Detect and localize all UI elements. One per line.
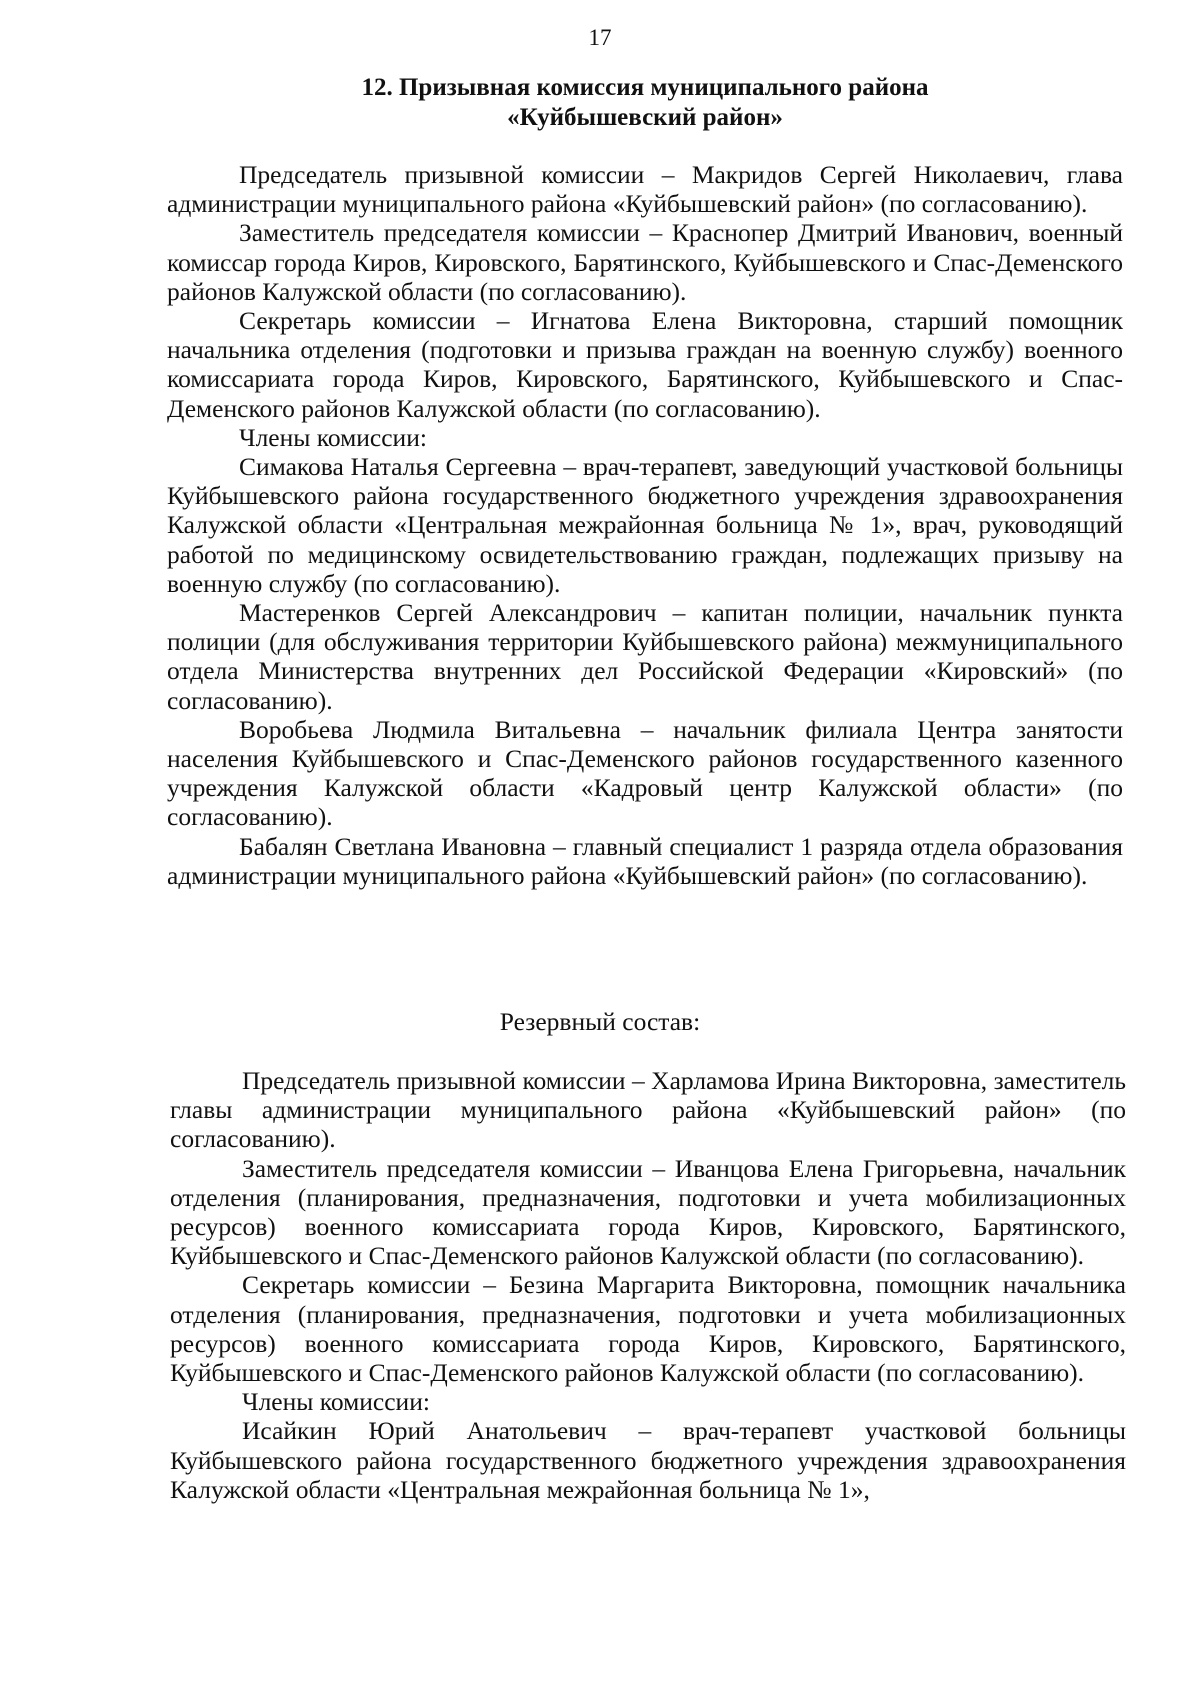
reserve-member-paragraph: Исайкин Юрий Анатольевич – врач-терапевт участковой больницы Куйбышевского района государственного бюджетного учреждения здравоохранения Калужской области «Центральная межрайонная больница № 1», bbox=[170, 1416, 1126, 1504]
reserve-heading: Резервный состав: bbox=[499, 1007, 701, 1036]
section-title-line-1: 12. Призывная комиссия муниципального района bbox=[361, 74, 929, 101]
reserve-composition bbox=[170, 1066, 1126, 1504]
main-composition bbox=[167, 160, 1123, 890]
secretary-paragraph: Секретарь комиссии – Игнатова Елена Викторовна, старший помощник начальника отделения (подготовки и призыва граждан на военную службу) военного комиссариата города Киров, Кировского, Барятинского, Куйбышевского и Спас-Деменского районов Калужской области (по согласованию). bbox=[167, 306, 1123, 423]
reserve-members-label: Члены комиссии: bbox=[242, 1387, 430, 1417]
section-title-line-2: «Куйбышевский район» bbox=[507, 104, 783, 131]
member-paragraph: Мастеренков Сергей Александрович – капитан полиции, начальник пункта полиции (для обслуживания территории Куйбышевского района) межмуниципального отдела Министерства внутренних дел Российской Федерации «Кировский» (по согласованию). bbox=[167, 598, 1123, 715]
members-label: Члены комиссии: bbox=[239, 422, 427, 452]
member-paragraph: Бабалян Светлана Ивановна – главный специалист 1 разряда отдела образования администрации муниципального района «Куйбышевский район» (по согласованию). bbox=[167, 831, 1123, 890]
reserve-secretary-paragraph: Секретарь комиссии – Безина Маргарита Викторовна, помощник начальника отделения (планирования, предназначения, подготовки и учета мобилизационных ресурсов) военного комиссариата города Киров, Кировского, Барятинского, Куйбышевского и Спас-Деменского районов Калужской области (по согласованию). bbox=[170, 1270, 1126, 1388]
page-number: 17 bbox=[588, 25, 612, 50]
reserve-deputy-chairman-paragraph: Заместитель председателя комиссии – Иванцова Елена Григорьевна, начальник отделения (планирования, предназначения, подготовки и учета мобилизационных ресурсов) военного комиссариата города Киров, Кировского, Барятинского, Куйбышевского и Спас-Деменского районов Калужской области (по согласованию). bbox=[170, 1153, 1126, 1271]
section-title bbox=[160, 73, 1130, 133]
member-paragraph: Симакова Наталья Сергеевна – врач-терапевт, заведующий участковой больницы Куйбышевского района государственного бюджетного учреждения здравоохранения Калужской области «Центральная межрайонная больница № 1», врач, руководящий работой по медицинскому освидетельствованию граждан, подлежащих призыву на военную службу (по согласованию). bbox=[167, 452, 1123, 598]
reserve-chairman-paragraph: Председатель призывной комиссии – Харламова Ирина Викторовна, заместитель главы администрации муниципального района «Куйбышевский район» (по согласованию). bbox=[170, 1066, 1126, 1154]
deputy-chairman-paragraph: Заместитель председателя комиссии – Краснопер Дмитрий Иванович, военный комиссар города Киров, Кировского, Барятинского, Куйбышевского и Спас-Деменского районов Калужской области (по согласованию). bbox=[167, 218, 1123, 306]
member-paragraph: Воробьева Людмила Витальевна – начальник филиала Центра занятости населения Куйбышевского и Спас-Деменского районов государственного казенного учреждения Калужской области «Кадровый центр Калужской области» (по согласованию). bbox=[167, 714, 1123, 832]
chairman-paragraph: Председатель призывной комиссии – Макридов Сергей Николаевич, глава администрации муниципального района «Куйбышевский район» (по согласованию). bbox=[167, 160, 1123, 219]
